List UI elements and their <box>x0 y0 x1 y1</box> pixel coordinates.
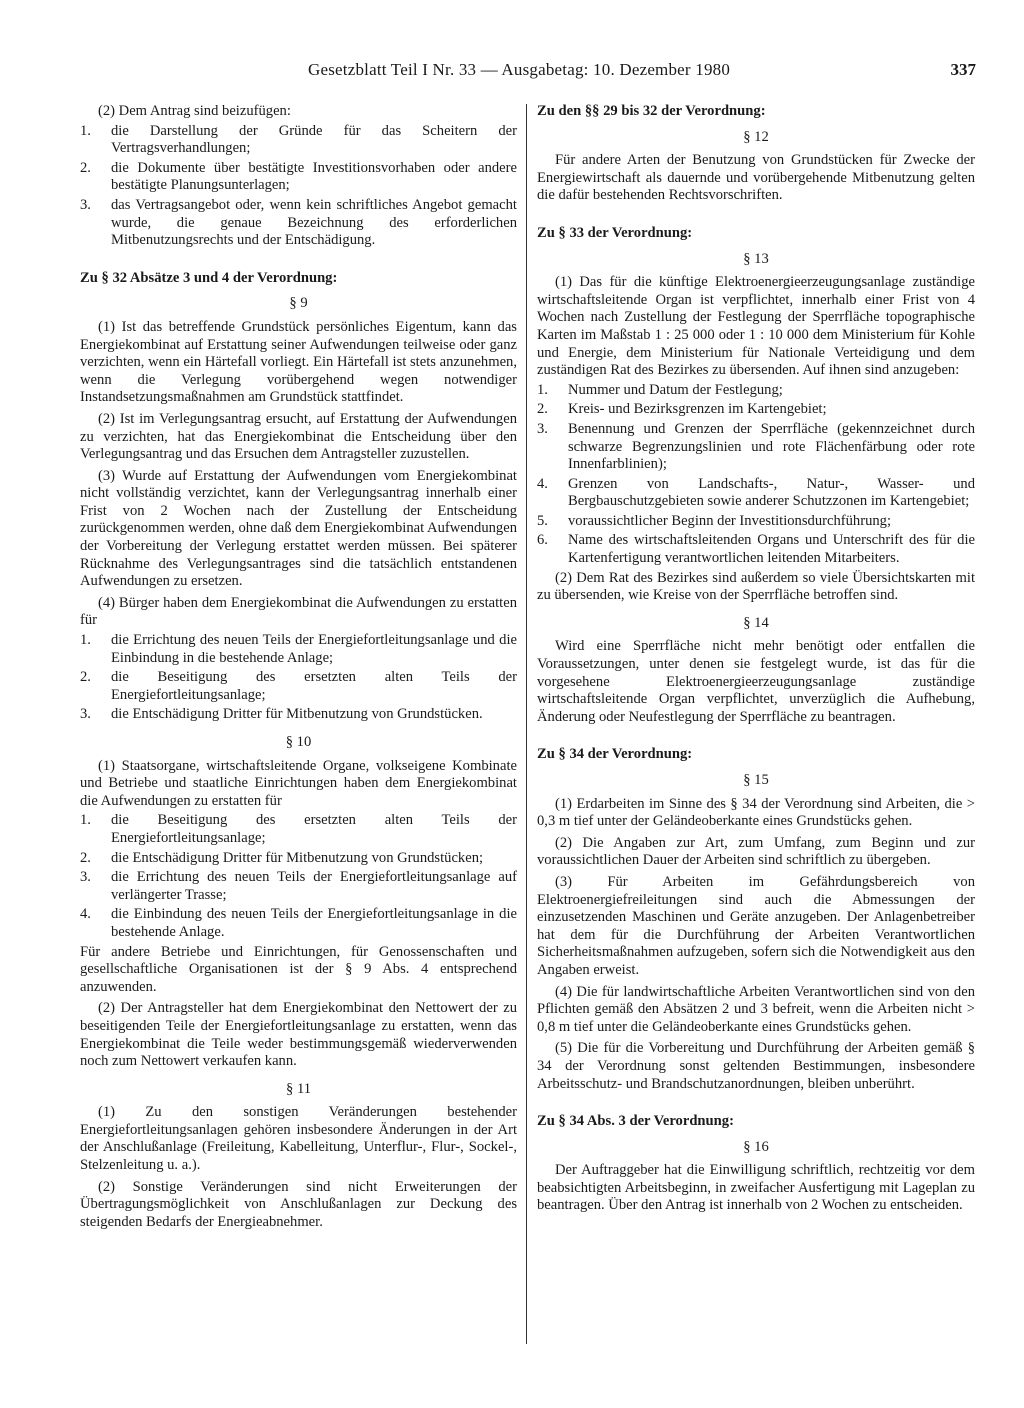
section-heading: Zu § 32 Absätze 3 und 4 der Verordnung: <box>80 269 338 286</box>
list-item: 1. die Beseitigung des ersetzten alten Teils der Energiefortleitungsanlage; <box>80 812 517 846</box>
section-mark-11: § 11 <box>286 1080 311 1097</box>
list-item: 6. Name des wirtschaftsleitenden Organs und Unterschrift des für die Kartenfertigung verantwortlichen leitenden Mitarbeiters. <box>537 532 975 567</box>
section-mark-16: § 16 <box>743 1138 769 1155</box>
paragraph: Für andere Betriebe und Einrichtungen, für Genossenschaften und gesellschaftliche Organisationen ist der § 9 Abs. 4 entsprechend anzuwenden. <box>80 943 517 995</box>
paragraph: (1) Erdarbeiten im Sinne des § 34 der Verordnung sind Arbeiten, die > 0,3 m tief unter der Geländeoberkante eines Grundstücks gehen. <box>537 795 975 830</box>
paragraph: (2) Dem Antrag sind beizufügen: <box>98 103 291 119</box>
section-mark-15: § 15 <box>743 772 769 788</box>
list-item: 1. die Darstellung der Gründe für das Scheitern der Vertragsverhandlungen; <box>80 122 517 157</box>
column-divider <box>526 104 527 1344</box>
page-number: 337 <box>950 60 976 79</box>
list-karten-angaben <box>537 382 975 568</box>
list-item: 1. die Errichtung des neuen Teils der Energiefortleitungsanlage und die Einbindung in die bestehende Anlage; <box>80 632 517 666</box>
section-mark-13: § 13 <box>743 250 769 267</box>
paragraph: (1) Zu den sonstigen Veränderungen bestehender Energiefortleitungsanlagen gehören insbesondere Änderungen in der Art der Anschlußanlage (Freileitung, Kabelleitung, Unterflur-, Flur-, Sockel-, Stelzenleitung u. a.). <box>80 1104 517 1174</box>
paragraph: (1) Ist das betreffende Grundstück persönliches Eigentum, kann das Energiekombinat auf Erstattung seiner Aufwendungen teilweise oder ganz verzichten, wenn ein Härtefall vorliegt. Ein Härtefall ist stets anzunehmen, wenn die Verlegung vorübergehend wegen notwendiger Instandsetzungsmaßnahmen am Grundstück stattfindet. <box>80 318 517 406</box>
paragraph: (4) Die für landwirtschaftliche Arbeiten Verantwortlichen sind von den Pflichten gemäß den Absätzen 2 und 3 befreit, wenn die Arbeiten nicht > 0,8 m tief unter die Geländeoberkante eines Grundstücks gehen. <box>537 983 975 1035</box>
section-heading: Zu den §§ 29 bis 32 der Verordnung: <box>537 103 766 119</box>
list-erstattung <box>80 812 517 941</box>
list-item: 4. Grenzen von Landschafts-, Natur-, Wasser- und Bergbauschutzgebieten sowie anderer Schutzzonen im Kartengebiet; <box>537 475 975 510</box>
section-mark-9: § 9 <box>289 295 308 312</box>
section-mark-14: § 14 <box>743 614 769 631</box>
section-mark-12: § 12 <box>743 128 769 145</box>
list-item: 2. die Beseitigung des ersetzten alten Teils der Energiefortleitungsanlage; <box>80 669 517 703</box>
right-column <box>537 103 975 1219</box>
list-item: 4. die Einbindung des neuen Teils der Energiefortleitungsanlage in die bestehende Anlage. <box>80 906 517 940</box>
paragraph: (2) Dem Rat des Bezirkes sind außerdem so viele Übersichtskarten mit zu übersenden, wie Kreise von der Sperrfläche betroffen sind. <box>537 569 975 604</box>
paragraph: (3) Für Arbeiten im Gefährdungsbereich von Elektroenergiefreileitungen sind auch die Abmessungen der einzusetzenden Maschinen und Geräte anzugeben. Der Anlagenbetreiber hat dem für die Durchführung der Arbeiten Verantwortlichen Sicherheitsmaßnahmen aufzugeben, sofern sich die Notwendigkeit aus den Angaben erweist. <box>537 873 975 978</box>
list-item: 5. voraussichtlicher Beginn der Investitionsdurchführung; <box>537 512 892 529</box>
list-item: 3. die Entschädigung Dritter für Mitbenutzung von Grundstücken. <box>80 706 483 723</box>
paragraph: Für andere Arten der Benutzung von Grundstücken für Zwecke der Energiewirtschaft als dauernde und vorübergehende Mitbenutzung gelten die dafür bestehenden Rechtsvorschriften. <box>537 152 975 204</box>
list-item: 2. die Dokumente über bestätigte Investitionsvorhaben oder andere bestätigte Planungsunterlagen; <box>80 159 517 194</box>
list-aufwendungen <box>80 632 517 724</box>
paragraph: (3) Wurde auf Erstattung der Aufwendungen vom Energiekombinat nicht vollständig verzichtet, kann der Verlegungsantrag innerhalb einer Frist von 2 Wochen nach der Zustellung der Entscheidung zurückgenommen werden, ohne daß dem Energiekombinat Aufwendungen der Vorbereitung der Verlegung erstattet werden müssen. Bei späterer Rücknahme des Verlegungsantrages sind die tatsächlich entstandenen Aufwendungen zu ersetzen. <box>80 467 518 590</box>
list-item: 3. das Vertragsangebot oder, wenn kein schriftliches Angebot gemacht wurde, die genaue Bezeichnung des erforderlichen Mitbenutzungsrechts und der Entschädigung. <box>80 196 517 249</box>
section-heading: Zu § 34 Abs. 3 der Verordnung: <box>537 1113 734 1130</box>
paragraph: (2) Sonstige Veränderungen sind nicht Erweiterungen der Übertragungsmöglichkeit von Anschlußanlagen zur Deckung des steigenden Bedarfs der Energieabnehmer. <box>80 1178 517 1230</box>
left-column <box>80 103 517 1235</box>
paragraph: (2) Die Angaben zur Art, zum Umfang, zum Beginn und zur voraussichtlichen Dauer der Arbeiten sind schriftlich zu übergeben. <box>537 834 975 869</box>
paragraph: (2) Ist im Verlegungsantrag ersucht, auf Erstattung der Aufwendungen zu verzichten, hat das Energiekombinat die Entscheidung über den Verlegungsantrag und das Ersuchen dem Antragsteller zuzustellen. <box>80 410 517 463</box>
section-mark-10: § 10 <box>285 734 312 750</box>
paragraph: (5) Die für die Vorbereitung und Durchführung der Arbeiten gemäß § 34 der Verordnung sonst geltenden Bestimmungen, insbesondere Arbeitsschutz- und Brandschutzanordnungen, bleiben unberührt. <box>537 1040 975 1092</box>
list-item: 2. Kreis- und Bezirksgrenzen im Kartengebiet; <box>537 401 827 418</box>
paragraph: (4) Bürger haben dem Energiekombinat die Aufwendungen zu erstatten für <box>80 594 517 629</box>
list-item: 3. Benennung und Grenzen der Sperrfläche (gekennzeichnet durch schwarze Begrenzungslinien und rote Flächenfärbung oder rote Innenfarblinien); <box>537 420 975 473</box>
list-item: 2. die Entschädigung Dritter für Mitbenutzung von Grundstücken; <box>80 849 484 866</box>
list-antrag <box>80 123 517 250</box>
paragraph: (1) Staatsorgane, wirtschaftsleitende Organe, volkseigene Kombinate und Betriebe und staatliche Einrichtungen haben dem Energiekombinat die Aufwendungen zu erstatten für <box>80 757 517 809</box>
paragraph: Der Auftraggeber hat die Einwilligung schriftlich, rechtzeitig vor dem beabsichtigten Arbeitsbeginn, in zweifacher Ausfertigung mit Lageplan zu beantragen. Über den Antrag ist innerhalb von 2 Wochen zu entscheiden. <box>537 1162 975 1214</box>
paragraph: (2) Der Antragsteller hat dem Energiekombinat den Nettowert der zu beseitigenden Teile der Energiefortleitungsanlage zu erstatten, wenn das Energiekombinat die Teile weder bestimmungsgemäß wiederverwenden noch zum Nettowert verkaufen kann. <box>80 1000 517 1070</box>
paragraph: (1) Das für die künftige Elektroenergieerzeugungsanlage zuständige wirtschaftsleitende Organ ist verpflichtet, innerhalb einer Frist von 4 Wochen nach Zustellung der Festlegung der Sperrfläche topographische Karten im Maßstab 1 : 25 000 oder 1 : 10 000 dem Ministerium für Kohle und Energie, dem Ministerium für Nationale Verteidigung und dem zuständigen Rat des Bezirkes zu übersenden. Auf ihnen sind anzugeben: <box>537 274 975 379</box>
section-heading: Zu § 34 der Verordnung: <box>537 746 693 763</box>
paragraph: Wird eine Sperrfläche nicht mehr benötigt oder entfallen die Voraussetzungen, unter denen sie festgelegt wurde, ist das für die vorgesehene Elektroenergieerzeugungsanlage zuständige wirtschaftsleitende Organ verpflichtet, unverzüglich die Aufhebung, Änderung oder Neufestlegung der Sperrfläche zu beantragen. <box>537 638 975 725</box>
list-item: 1. Nummer und Datum der Festlegung; <box>537 381 783 398</box>
header-title: Gesetzblatt Teil I Nr. 33 — Ausgabetag: 10. Dezember 1980 <box>308 60 731 79</box>
list-item: 3. die Errichtung des neuen Teils der Energiefortleitungsanlage auf verlängerter Trasse; <box>80 869 517 903</box>
section-heading: Zu § 33 der Verordnung: <box>537 224 693 241</box>
page-header <box>0 60 1024 86</box>
